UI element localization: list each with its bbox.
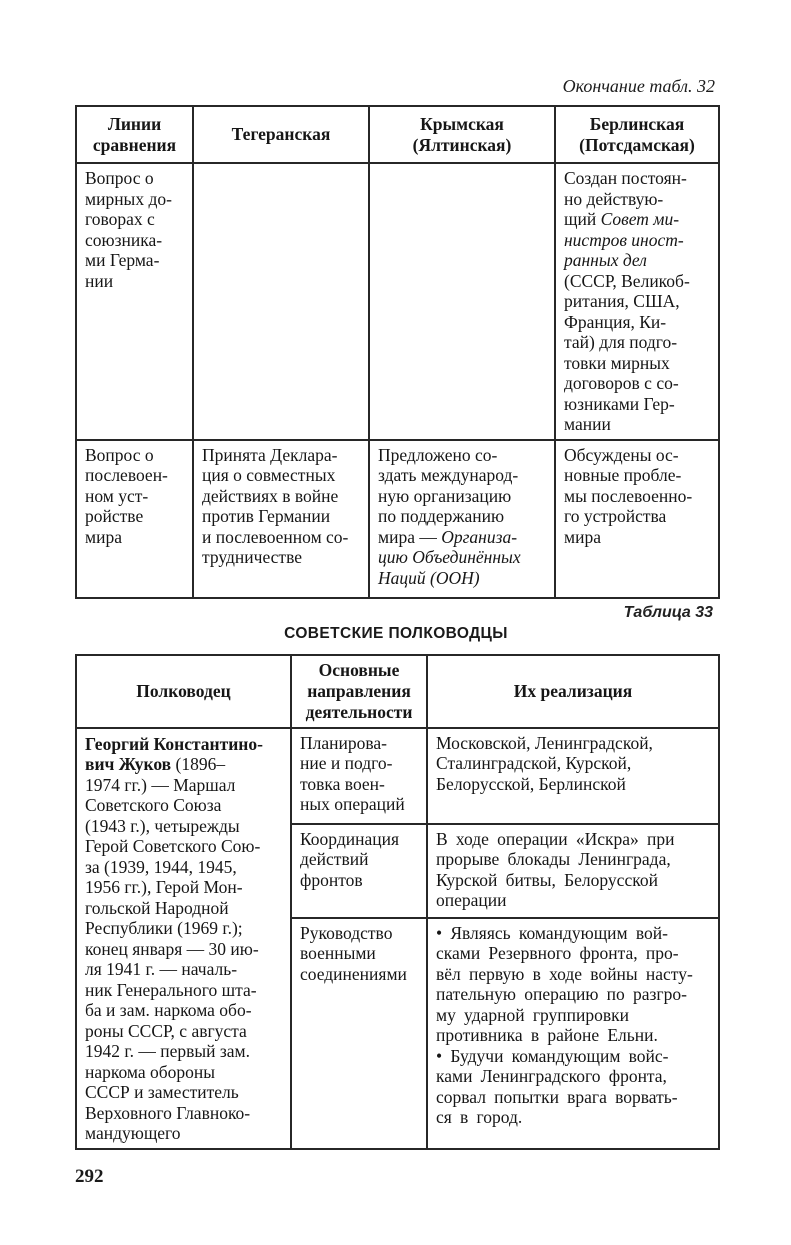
cell-commander-zhukov-bio: Георгий Константино- вич Жуков (1896– 1974 гг.) — Маршал Советского Союза (1943 г.), четырежды Герой Советского Сою- за (1939, 1944, 1945, 1956 гг.), Герой Мон- гольской Народной Республики (1969 г.); конец января — 30 ию- ля 1941 г. — началь- ник Генерального шта- ба и зам. наркома обо- роны СССР, с августа 1942 г. — первый зам. наркома обороны СССР и заместитель Верховного Главноко- мандующего (76, 728, 291, 1149)
table-row (76, 728, 719, 824)
header-cell-crimea-yalta: Крымская (Ялтинская) (369, 106, 555, 163)
cell-teheran-postwar-order: Принята Деклара- ция о совместных действиях в войне против Германии и послевоенном со- трудничестве (193, 440, 369, 598)
header-cell-teheran: Тегеранская (193, 106, 369, 163)
cell-teheran-peace-treaties (193, 163, 369, 440)
header-cell-berlin-potsdam: Берлинская (Потсдамская) (555, 106, 719, 163)
cell-berlin-postwar-order: Обсуждены ос- новные пробле- мы послевоенно- го устройства мира (555, 440, 719, 598)
cell-crimea-peace-treaties (369, 163, 555, 440)
commanders-table (75, 654, 720, 1150)
cell-realization-fronts: • Являясь командующим вой- сками Резервного фронта, про- вёл первую в ходе войны насту- пательную операцию по разгро- му ударной группировки противника в районе Ельни. • Будучи командующим войс- ками Ленинградского фронта, сорвал попытки врага ворвать- ся в город. (427, 918, 719, 1149)
cell-question-postwar-order: Вопрос о послевоен- ном уст- ройстве мира (76, 440, 193, 598)
table33-caption: Таблица 33 (623, 603, 713, 621)
cell-realization-iskra: В ходе операции «Искра» при прорыве блокады Ленинграда, Курской битвы, Белорусской операции (427, 824, 719, 918)
header-cell-commander: Полководец (76, 655, 291, 728)
header-cell-main-directions: Основные направления деятельности (291, 655, 427, 728)
cell-direction-planning: Планирова- ние и подго- товка воен- ных операций (291, 728, 427, 824)
table32-header-row (76, 106, 719, 163)
conferences-comparison-table (75, 105, 720, 599)
cell-direction-leadership: Руководство военными соединениями (291, 918, 427, 1149)
table-row (76, 163, 719, 440)
cell-realization-operations: Московской, Ленинградской, Сталинградской, Курской, Белорусской, Берлинской (427, 728, 719, 824)
cell-crimea-postwar-order: Предложено со- здать международ- ную организацию по поддержанию мира — Организа- цию Объединённых Наций (ООН) (369, 440, 555, 598)
header-cell-comparison-lines: Линии сравнения (76, 106, 193, 163)
cell-question-peace-treaties: Вопрос о мирных до- говорах с союзника- ми Герма- нии (76, 163, 193, 440)
section-title: СОВЕТСКИЕ ПОЛКОВОДЦЫ (284, 624, 508, 642)
page-number: 292 (75, 1165, 104, 1187)
table-row (76, 440, 719, 598)
cell-berlin-peace-treaties: Создан постоян- но действую- щий Совет ми- нистров иност- ранных дел (СССР, Великоб- ритания, США, Франция, Ки- тай) для подго- товки мирных договоров с со- юзниками Гер- мании (555, 163, 719, 440)
cell-direction-coordination: Координация действий фронтов (291, 824, 427, 918)
table33-header-row (76, 655, 719, 728)
header-cell-realization: Их реализация (427, 655, 719, 728)
table32-continuation-caption: Окончание табл. 32 (562, 76, 715, 96)
